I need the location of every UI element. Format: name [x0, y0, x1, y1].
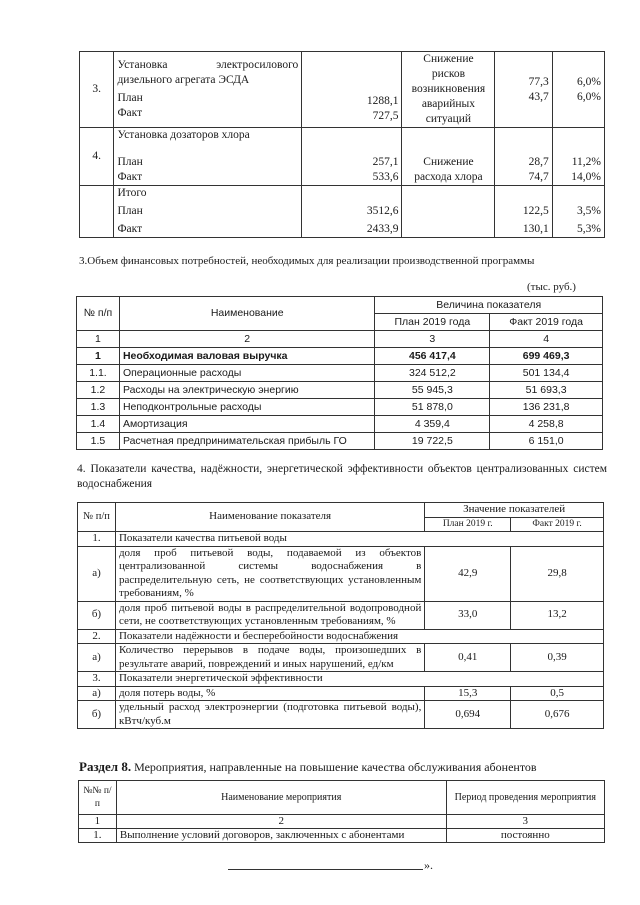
fact-value: 4 258,8 [490, 416, 603, 433]
col-header-num: № п/п [78, 503, 116, 532]
group-title: Показатели надёжности и бесперебойности водоснабжения [115, 629, 603, 644]
col-header-group: Величина показателя [375, 297, 603, 314]
quality-indicators-table [77, 502, 604, 729]
row-name: Расходы на электрическую энергию [119, 382, 375, 399]
section-label: Раздел 8. [79, 759, 132, 774]
plan-value: 51 878,0 [375, 399, 490, 416]
group-row [78, 532, 604, 547]
fact-percent: 14,0% [571, 171, 601, 183]
plan-cost: 3512,6 [366, 205, 399, 217]
total-label: Итого [117, 187, 147, 199]
table-row [78, 686, 604, 701]
plan-value: 324 512,2 [375, 365, 490, 382]
fact-value: 43,7 [528, 90, 549, 103]
fact-cost: 533,6 [372, 171, 399, 183]
table-row [80, 52, 605, 128]
table-row [77, 382, 603, 399]
table-row [77, 348, 603, 365]
item-name: доля потерь воды, % [115, 686, 424, 701]
plan-value: 0,694 [425, 701, 511, 729]
plan-value: 33,0 [425, 601, 511, 629]
index-cell: 4 [490, 331, 603, 348]
fact-cost: 727,5 [372, 110, 399, 122]
plan-label: План [117, 92, 143, 104]
plan-percent: 3,5% [577, 205, 601, 217]
item-name: Количество перерывов в подаче воды, произошедших в результате аварий, повреждений и иных нарушений, ед/км [115, 644, 424, 672]
value-cell [495, 186, 552, 238]
percent-cell [552, 186, 604, 238]
fact-value: 74,7 [528, 171, 549, 183]
closing-quote: ». [424, 858, 433, 872]
index-cell: 2 [116, 815, 446, 829]
plan-value: 15,3 [425, 686, 511, 701]
plan-value: 4 359,4 [375, 416, 490, 433]
value-cell [495, 128, 552, 186]
fact-label: Факт [117, 223, 143, 235]
row-number: 1.4 [77, 416, 120, 433]
plan-value: 122,5 [522, 205, 549, 217]
table-row [80, 128, 605, 186]
item-name: удельный расход электроэнергии (подготовка питьевой воды), кВтч/куб.м [115, 701, 424, 729]
index-row [79, 815, 605, 829]
fact-value: 699 469,3 [490, 348, 603, 365]
plan-value: 456 417,4 [375, 348, 490, 365]
financial-needs-table [76, 296, 603, 450]
row-name: Неподконтрольные расходы [119, 399, 375, 416]
col-header-group: Значение показателей [425, 503, 604, 518]
plan-value: 19 722,5 [375, 433, 490, 450]
fact-percent: 6,0% [577, 90, 601, 103]
col-header-num: № п/п [77, 297, 120, 331]
fact-value: 29,8 [511, 546, 604, 601]
total-row [80, 186, 605, 238]
plan-value: 55 945,3 [375, 382, 490, 399]
header-row [78, 503, 604, 518]
table-row [77, 399, 603, 416]
row-number: 3. [80, 52, 114, 128]
row-name: Амортизация [119, 416, 375, 433]
table-row [77, 416, 603, 433]
cost-cell [302, 186, 402, 238]
row-number: 1.3 [77, 399, 120, 416]
plan-value: 28,7 [528, 156, 549, 168]
header-row [77, 297, 603, 314]
measure-cell [114, 128, 302, 186]
fact-cost: 2433,9 [366, 223, 399, 235]
table-row [78, 701, 604, 729]
section-4-heading: 4. Показатели качества, надёжности, энергетической эффективности объектов централизованных систем водоснабжения [77, 463, 607, 490]
col-header-period: Период проведения мероприятия [446, 781, 604, 815]
item-number: б) [78, 701, 116, 729]
plan-cost: 257,1 [372, 156, 399, 168]
table-row [78, 644, 604, 672]
fact-value: 0,676 [511, 701, 604, 729]
signature-line [228, 856, 423, 870]
plan-percent: 6,0% [577, 75, 601, 88]
plan-percent: 11,2% [571, 156, 601, 168]
percent-cell [552, 52, 604, 128]
plan-value: 42,9 [425, 546, 511, 601]
col-header-num: №№ п/п [79, 781, 117, 815]
section-8-heading [79, 759, 537, 775]
index-cell: 1 [77, 331, 120, 348]
col-header-name: Наименование [119, 297, 375, 331]
table-row [77, 433, 603, 450]
plan-label: План [117, 205, 143, 217]
fact-label: Факт [117, 171, 143, 183]
item-name: доля проб питьевой воды, подаваемой из объектов централизованной системы водоснабжения в распределительную сеть, не соответствующих установленным требованиям, % [115, 546, 424, 601]
row-name: Необходимая валовая выручка [119, 348, 375, 365]
row-number: 4. [80, 128, 114, 186]
item-name: доля проб питьевой воды в распределительной водопроводной сети, не соответствующих установленным требованиям, % [115, 601, 424, 629]
fact-value: 0,39 [511, 644, 604, 672]
group-title: Показатели энергетической эффективности [115, 672, 603, 687]
fact-value: 0,5 [511, 686, 604, 701]
index-cell: 3 [375, 331, 490, 348]
index-cell: 1 [79, 815, 117, 829]
col-header-name: Наименование показателя [115, 503, 424, 532]
fact-value: 136 231,8 [490, 399, 603, 416]
row-name: Операционные расходы [119, 365, 375, 382]
measure-name: Установка дозаторов хлора [117, 129, 250, 141]
group-row [78, 672, 604, 687]
plan-label: План [117, 156, 143, 168]
table-row [78, 546, 604, 601]
section-title: Мероприятия, направленные на повышение качества обслуживания абонентов [134, 760, 537, 774]
total-cell [114, 186, 302, 238]
fact-value: 13,2 [511, 601, 604, 629]
table-row [77, 365, 603, 382]
cost-cell [302, 52, 402, 128]
fact-value: 51 693,3 [490, 382, 603, 399]
row-number: 1. [79, 829, 117, 843]
group-title: Показатели качества питьевой воды [115, 532, 603, 547]
investment-measures-table [79, 51, 605, 238]
percent-cell [552, 128, 604, 186]
fact-value: 130,1 [522, 223, 549, 235]
effect-cell: Снижение расхода хлора [402, 128, 495, 186]
unit-label: (тыс. руб.) [527, 281, 576, 293]
item-number: а) [78, 686, 116, 701]
item-number: а) [78, 644, 116, 672]
item-number: б) [78, 601, 116, 629]
fact-label: Факт [117, 107, 143, 119]
header-row [79, 781, 605, 815]
section-3-heading: 3.Объем финансовых потребностей, необходимых для реализации производственной программы [79, 255, 535, 267]
measure-name: Установка электросилового дизельного агрегата ЭСДА [117, 59, 299, 86]
measure-cell [114, 52, 302, 128]
item-number: а) [78, 546, 116, 601]
value-cell [495, 52, 552, 128]
col-header-plan: План 2019 года [375, 314, 490, 331]
plan-cost: 1288,1 [366, 95, 399, 107]
table-row [78, 601, 604, 629]
row-name: Расчетная предпринимательская прибыль ГО [119, 433, 375, 450]
col-header-fact: Факт 2019 года [490, 314, 603, 331]
table-row [79, 829, 605, 843]
group-number: 3. [78, 672, 116, 687]
col-header-fact: Факт 2019 г. [511, 517, 604, 532]
effect-cell: Снижение рисков возникновения аварийных ситуаций [402, 52, 495, 128]
row-number: 1.2 [77, 382, 120, 399]
index-cell: 2 [119, 331, 375, 348]
col-header-plan: План 2019 г. [425, 517, 511, 532]
plan-value: 77,3 [528, 75, 549, 88]
index-cell: 3 [446, 815, 604, 829]
row-name: Выполнение условий договоров, заключенных с абонентами [116, 829, 446, 843]
col-header-name: Наименование мероприятия [116, 781, 446, 815]
index-row [77, 331, 603, 348]
row-number: 1.1. [77, 365, 120, 382]
group-number: 1. [78, 532, 116, 547]
fact-percent: 5,3% [577, 223, 601, 235]
row-number: 1 [77, 348, 120, 365]
plan-value: 0,41 [425, 644, 511, 672]
service-measures-table [78, 780, 605, 843]
cost-cell [302, 128, 402, 186]
group-row [78, 629, 604, 644]
fact-value: 501 134,4 [490, 365, 603, 382]
fact-value: 6 151,0 [490, 433, 603, 450]
group-number: 2. [78, 629, 116, 644]
row-number: 1.5 [77, 433, 120, 450]
row-period: постоянно [446, 829, 604, 843]
